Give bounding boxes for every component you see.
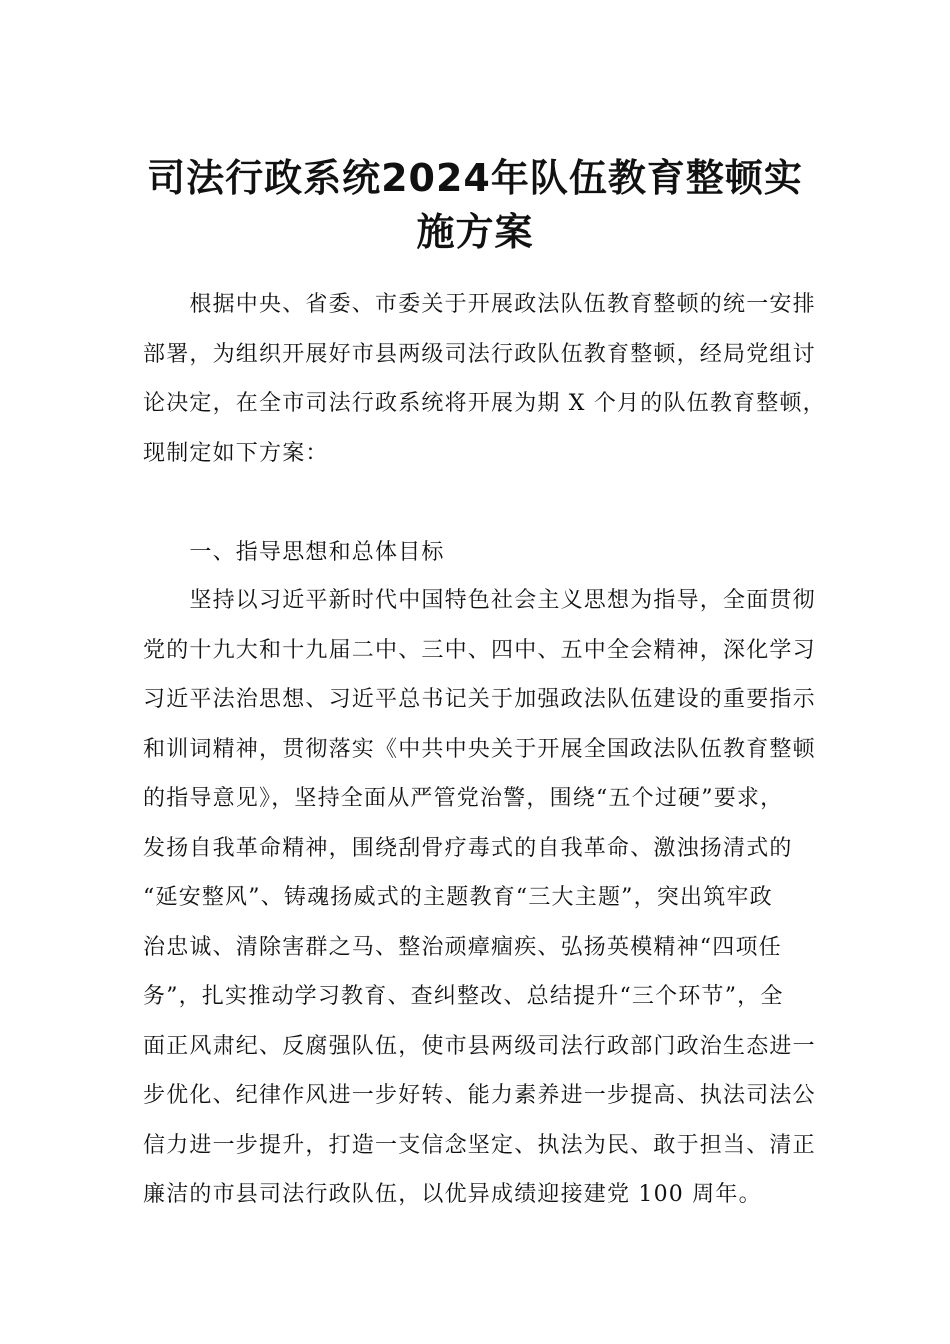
title-line: 司法行政系统2024年队伍教育整顿实 <box>147 156 803 201</box>
text-line: 治忠诚、清除害群之马、整治顽瘴痼疾、弘扬英模精神“四项任 <box>143 934 782 960</box>
title-line: 施方案 <box>416 210 534 255</box>
text-line: 习近平法治思想、习近平总书记关于加强政法队伍建设的重要指示 <box>143 687 816 712</box>
intro-paragraph <box>143 280 826 478</box>
text-line: 论决定，在全市司法行政系统将开展为期 X 个月的队伍教育整顿， <box>143 391 826 416</box>
text-line: 信力进一步提升，打造一支信念坚定、执法为民、敢于担当、清正 <box>143 1132 816 1158</box>
text-line: 根据中央、省委、市委关于开展政法队伍教育整顿的统一安排 <box>143 292 816 317</box>
heading-line: 一、指导思想和总体目标 <box>143 540 445 565</box>
text-line: 现制定如下方案： <box>143 440 329 466</box>
text-line: 发扬自我革命精神，围绕刮骨疗毒式的自我革命、激浊扬清式的 <box>143 835 793 861</box>
section-heading <box>143 528 815 578</box>
text-line: 的指导意见》，坚持全面从严管党治警，围绕“五个过硬”要求， <box>143 786 784 811</box>
text-line: 党的十九大和十九届二中、三中、四中、五中全会精神，深化学习 <box>143 637 816 663</box>
text-line: 和训词精神，贯彻落实《中共中央关于开展全国政法队伍教育整顿 <box>143 736 816 762</box>
document-title <box>120 151 830 259</box>
text-line: 务”，扎实推动学习教育、查纠整改、总结提升“三个环节”，全 <box>143 984 784 1009</box>
text-line: 步优化、纪律作风进一步好转、能力素养进一步提高、执法司法公 <box>143 1083 816 1108</box>
text-line: 坚持以习近平新时代中国特色社会主义思想为指导，全面贯彻 <box>143 588 816 613</box>
text-line: 面正风肃纪、反腐强队伍，使市县两级司法行政部门政治生态进一 <box>143 1033 816 1059</box>
text-line: “延安整风”、铸魂扬威式的主题教育“三大主题”，突出筑牢政 <box>143 885 773 910</box>
text-line: 部署，为组织开展好市县两级司法行政队伍教育整顿，经局党组讨 <box>143 341 816 367</box>
text-line: 廉洁的市县司法行政队伍，以优异成绩迎接建党 100 周年。 <box>143 1182 762 1207</box>
section-paragraph <box>143 576 815 1220</box>
